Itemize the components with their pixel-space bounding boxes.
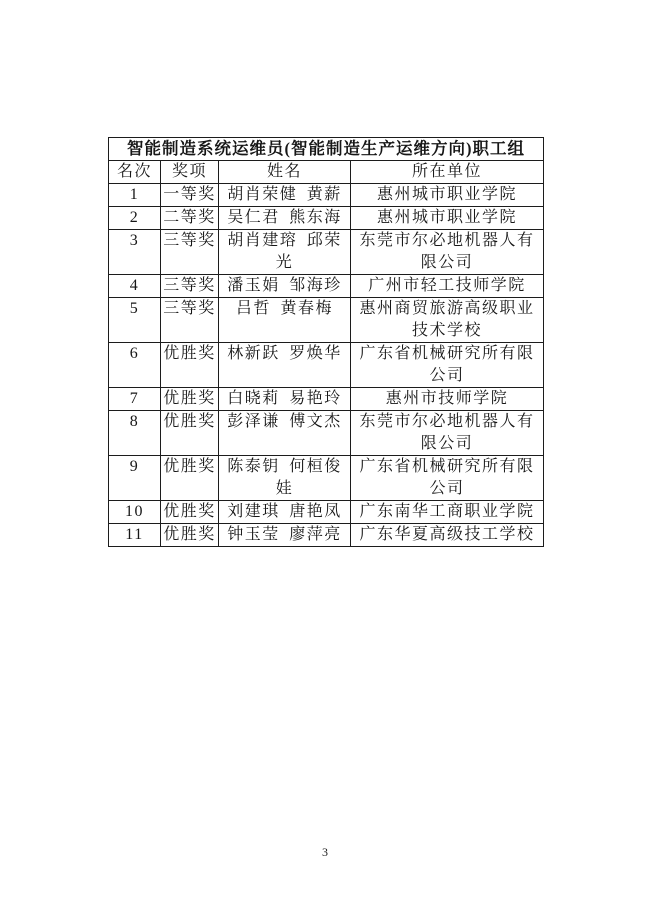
- cell-org: 广东南华工商职业学院: [351, 501, 544, 524]
- table-row: [109, 411, 544, 456]
- cell-award: 一等奖: [161, 184, 219, 207]
- table-row: [109, 456, 544, 501]
- page-number: 3: [322, 845, 328, 859]
- table-row: [109, 388, 544, 411]
- cell-org: 惠州商贸旅游高级职业技术学校: [351, 298, 544, 343]
- cell-names: 林新跃 罗焕华: [219, 343, 351, 388]
- cell-names: 吴仁君 熊东海: [219, 207, 351, 230]
- cell-rank: 2: [109, 207, 161, 230]
- cell-names: 胡肖荣健 黄薪: [219, 184, 351, 207]
- column-header-award: 奖项: [161, 161, 219, 184]
- cell-names: 刘建琪 唐艳凤: [219, 501, 351, 524]
- table-row: [109, 184, 544, 207]
- cell-names: 白晓莉 易艳玲: [219, 388, 351, 411]
- column-header-rank: 名次: [109, 161, 161, 184]
- table-row: [109, 298, 544, 343]
- cell-names: 彭泽谦 傅文杰: [219, 411, 351, 456]
- cell-rank: 7: [109, 388, 161, 411]
- cell-org: 惠州城市职业学院: [351, 207, 544, 230]
- cell-org: 广东省机械研究所有限公司: [351, 343, 544, 388]
- cell-award: 二等奖: [161, 207, 219, 230]
- cell-org: 广东省机械研究所有限公司: [351, 456, 544, 501]
- cell-rank: 9: [109, 456, 161, 501]
- cell-award: 优胜奖: [161, 411, 219, 456]
- table-title-row: [109, 138, 544, 161]
- cell-award: 优胜奖: [161, 456, 219, 501]
- cell-org: 惠州市技师学院: [351, 388, 544, 411]
- table-row: [109, 275, 544, 298]
- cell-award: 三等奖: [161, 298, 219, 343]
- cell-rank: 11: [109, 524, 161, 547]
- cell-org: 惠州城市职业学院: [351, 184, 544, 207]
- table-header-row: [109, 161, 544, 184]
- cell-award: 三等奖: [161, 275, 219, 298]
- cell-rank: 5: [109, 298, 161, 343]
- cell-award: 优胜奖: [161, 343, 219, 388]
- column-header-names: 姓名: [219, 161, 351, 184]
- table-row: [109, 230, 544, 275]
- cell-rank: 6: [109, 343, 161, 388]
- cell-names: 潘玉娟 邹海珍: [219, 275, 351, 298]
- table-row: [109, 524, 544, 547]
- table-row: [109, 343, 544, 388]
- cell-award: 优胜奖: [161, 524, 219, 547]
- table-row: [109, 501, 544, 524]
- cell-org: 广东华夏高级技工学校: [351, 524, 544, 547]
- award-table: [108, 137, 544, 547]
- cell-rank: 3: [109, 230, 161, 275]
- cell-rank: 10: [109, 501, 161, 524]
- cell-org: 东莞市尔必地机器人有限公司: [351, 411, 544, 456]
- cell-rank: 8: [109, 411, 161, 456]
- cell-org: 广州市轻工技师学院: [351, 275, 544, 298]
- cell-org: 东莞市尔必地机器人有限公司: [351, 230, 544, 275]
- cell-award: 三等奖: [161, 230, 219, 275]
- cell-names: 钟玉莹 廖萍亮: [219, 524, 351, 547]
- cell-rank: 1: [109, 184, 161, 207]
- cell-award: 优胜奖: [161, 501, 219, 524]
- cell-names: 胡肖建瑢 邱荣光: [219, 230, 351, 275]
- cell-names: 吕哲 黄春梅: [219, 298, 351, 343]
- table-row: [109, 207, 544, 230]
- table-title: 智能制造系统运维员(智能制造生产运维方向)职工组: [109, 138, 544, 161]
- cell-names: 陈泰钥 何桓俊娃: [219, 456, 351, 501]
- column-header-org: 所在单位: [351, 161, 544, 184]
- cell-award: 优胜奖: [161, 388, 219, 411]
- cell-rank: 4: [109, 275, 161, 298]
